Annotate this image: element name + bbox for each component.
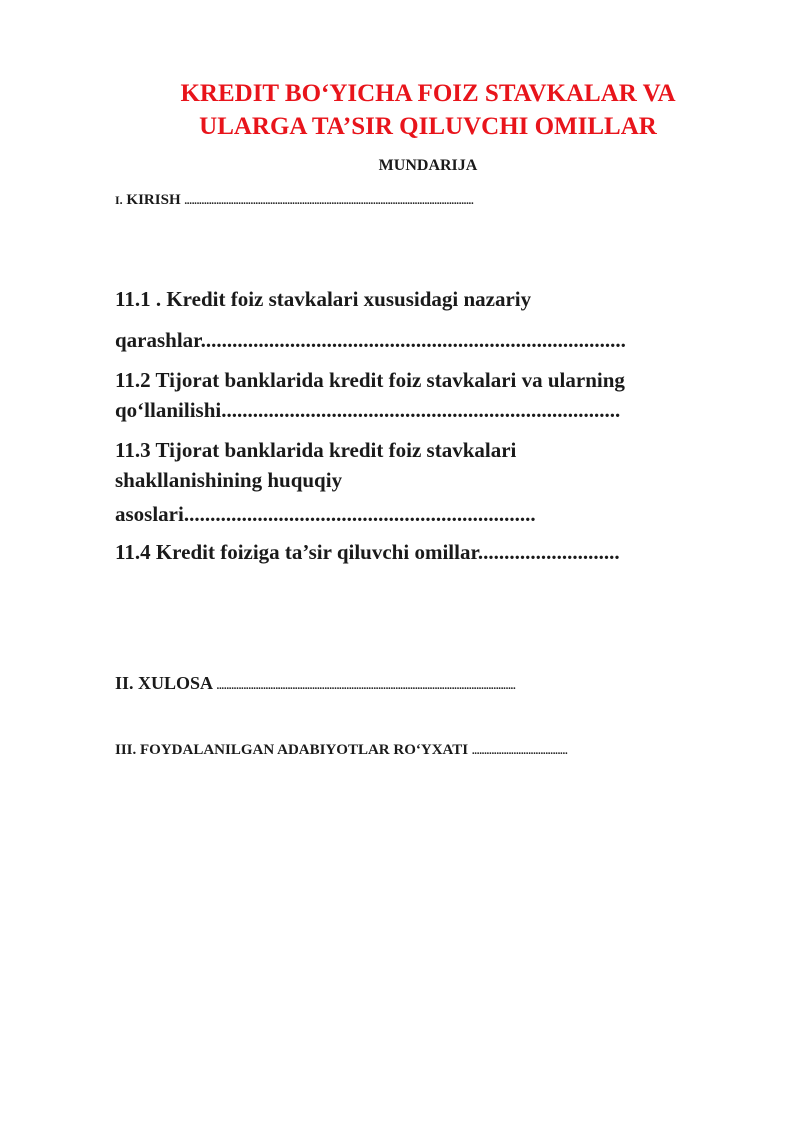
toc-entry-section-1-line-2: qarashlar................................................................................. <box>115 328 626 352</box>
toc-entry-number: I. <box>115 193 123 207</box>
toc-entry-label: III. FOYDALANILGAN ADABIYOTLAR RO‘YXATI <box>115 742 472 758</box>
toc-entry-section-3-line-3: asoslari................................................................... <box>115 502 536 526</box>
toc-entry-section-3-line-2: shakllanishining huquqiy <box>115 468 343 492</box>
toc-entry-section-4: 11.4 Kredit foiziga ta’sir qiluvchi omillar........................... <box>115 540 620 564</box>
toc-entry-section-2-line-1: 11.2 Tijorat banklarida kredit foiz stavkalari va ularning <box>115 368 625 392</box>
toc-entry-label: KIRISH <box>122 192 185 208</box>
toc-leader-dots: ....................................... <box>471 745 568 757</box>
toc-entry-section-1-line-1: 11.1 . Kredit foiz stavkalari xususidagi nazariy <box>115 287 532 311</box>
document-title-line-1: KREDIT BO‘YICHA FOIZ STAVKALAR VA <box>180 80 676 107</box>
toc-leader-dots: ...................................................................................................................... <box>184 195 474 207</box>
contents-heading: MUNDARIJA <box>378 157 478 174</box>
toc-entry-section-3-line-1: 11.3 Tijorat banklarida kredit foiz stavkalari <box>115 438 517 462</box>
toc-entry-introduction <box>115 190 473 211</box>
document-title-line-2: ULARGA TA’SIR QILUVCHI OMILLAR <box>199 113 657 140</box>
toc-entry-section-2-line-2: qo‘llanilishi............................................................................ <box>115 398 621 422</box>
toc-leader-dots: .......................................................................................................................... <box>216 680 516 692</box>
toc-entry-conclusion <box>115 671 515 698</box>
toc-entry-references <box>115 740 567 761</box>
toc-entry-label: II. XULOSA <box>115 673 217 693</box>
